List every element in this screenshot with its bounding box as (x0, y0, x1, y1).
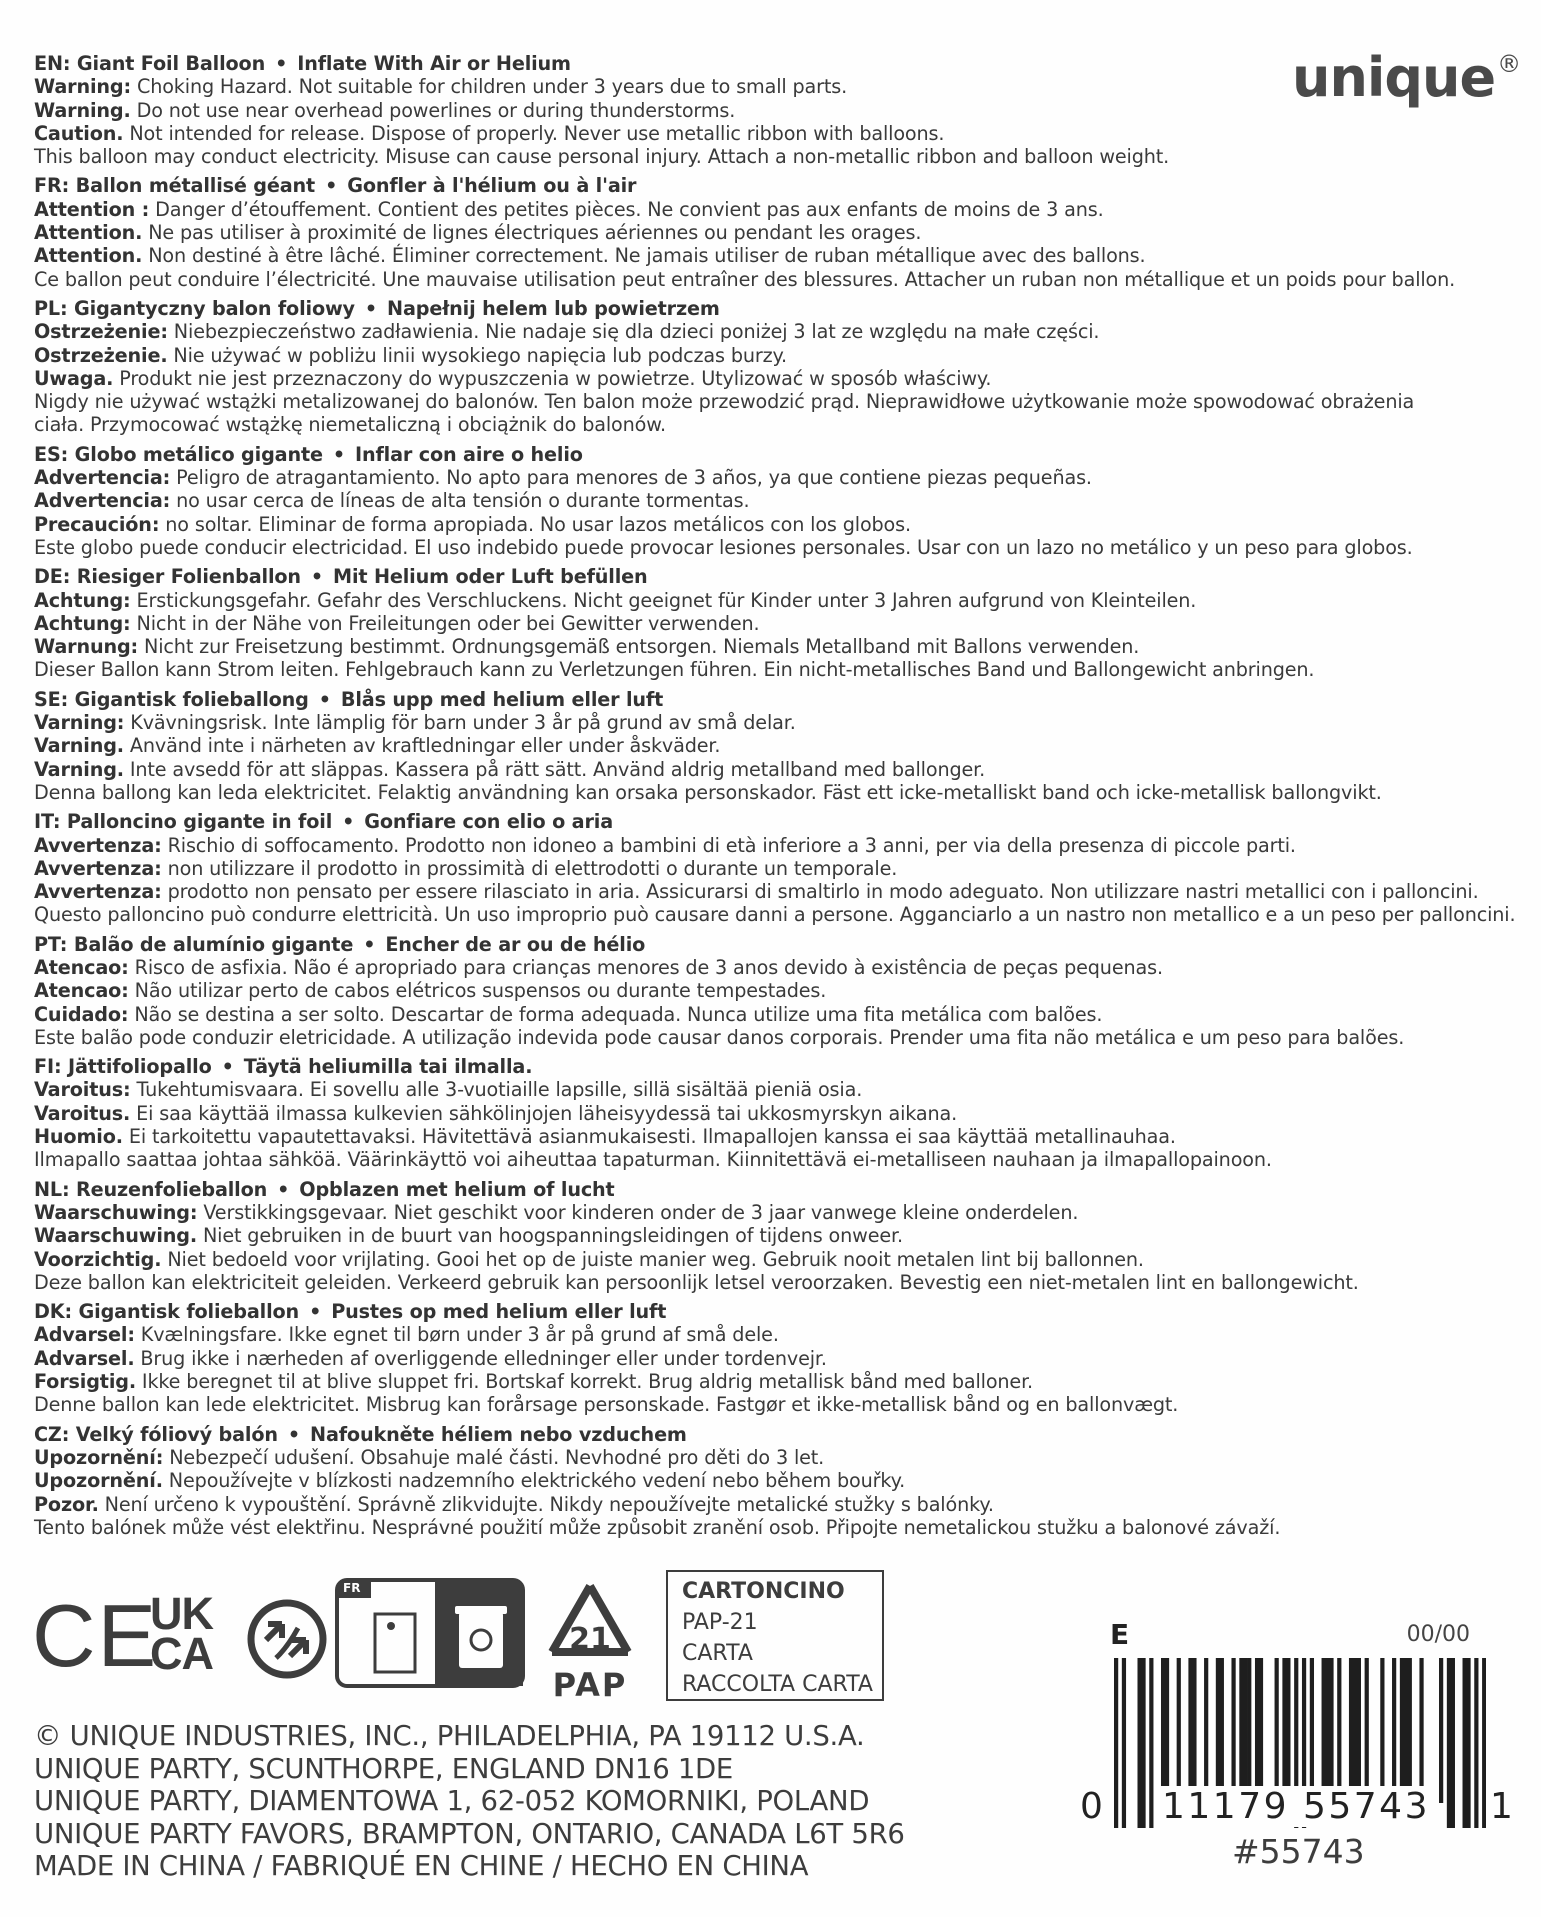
warning-text: Dieser Ballon kann Strom leiten. Fehlgebrauch kann zu Verletzungen führen. Ein nicht-metallisches Band und Ballongewicht anbringen. (34, 658, 1315, 682)
warning-line (34, 589, 1514, 612)
recycle-number: 21 (569, 1622, 611, 1657)
warning-line (34, 734, 1514, 757)
barcode-letter: E (1110, 1618, 1130, 1651)
warning-label: Varning: (34, 711, 125, 735)
barcode-middle-digits: 11179 55743 (1162, 1786, 1430, 1827)
bullet-separator: • (309, 1300, 322, 1324)
barcode-block (1080, 1618, 1520, 1888)
warning-text: Denna ballong kan leda elektricitet. Felaktig användning kan orsaka personskador. Fäst ett icke-metalliskt band och icke-metallisk ballongvikt. (34, 780, 1382, 804)
barcode-bar (1243, 1658, 1247, 1803)
warning-text: Não se destina a ser solto. Descartar de forma adequada. Nunca utilize uma fita metálica com balões. (128, 1002, 1103, 1026)
warning-text: Nebezpečí udušení. Obsahuje malé části. Nevhodné pro děti do 3 let. (163, 1445, 825, 1469)
warning-text: prodotto non pensato per essere rilasciato in aria. Assicurarsi di smaltirlo in modo adeguato. Non utilizzare nastri metallici con i palloncini. (161, 880, 1479, 904)
warning-text: Niet bedoeld voor vrijlating. Gooi het op de juiste manier weg. Gebruik nooit metalen lint bij ballonnen. (161, 1247, 1144, 1271)
barcode-bar (1259, 1658, 1263, 1803)
warning-line (34, 1469, 1514, 1492)
barcode-bar (1353, 1658, 1357, 1803)
warning-line (34, 1323, 1514, 1346)
barcode-bar (1439, 1658, 1443, 1803)
warning-label: Varning. (34, 757, 124, 781)
barcode-bar (1192, 1658, 1196, 1803)
address-line: UNIQUE PARTY, SCUNTHORPE, ENGLAND DN16 1DE (34, 1752, 733, 1785)
warning-text: Ilmapallo saattaa johtaa sähköä. Väärinkäyttö voi aiheuttaa tapaturman. Kiinnitettävä ei-metalliseen nauhaan ja ilmapallopainoon. (34, 1148, 1272, 1172)
barcode-bar (1392, 1658, 1396, 1803)
warning-text: Danger d’étouffement. Contient des petites pièces. Ne convient pas aux enfants de moins de 3 ans. (149, 197, 1104, 221)
warning-text: Este globo puede conducir electricidad. El uso indebido puede provocar lesiones personales. Usar con un lazo no metálico y un peso para globos. (34, 535, 1413, 559)
address-line: MADE IN CHINA / FABRIQUÉ EN CHINE / HECHO EN CHINA (34, 1850, 809, 1882)
warning-text: Kvävningsrisk. Inte lämplig för barn under 3 år på grund av små delar. (124, 711, 796, 735)
barcode-bar (1137, 1658, 1141, 1828)
warning-line (34, 1370, 1514, 1393)
section-subtitle: Encher de ar ou de hélio (385, 932, 646, 956)
warning-label: Huomio. (34, 1125, 123, 1149)
section-heading (34, 565, 1514, 588)
section-subtitle: Gonfler à l'hélium ou à l'air (347, 174, 637, 198)
warning-text: Rischio di soffocamento. Prodotto non idoneo a bambini di età inferiore a 3 anni, per via della presenza di piccole parti. (161, 833, 1296, 857)
warning-label: Attention. (34, 221, 143, 245)
barcode-bar (1404, 1658, 1408, 1803)
bullet-separator: • (332, 442, 345, 466)
warning-line (34, 344, 1514, 367)
address-line: UNIQUE PARTY FAVORS, BRAMPTON, ONTARIO, CANADA L6T 5R6 (34, 1817, 905, 1850)
warning-line (34, 711, 1514, 734)
section-subtitle: Gonfiare con elio o aria (364, 810, 613, 834)
warning-line (34, 979, 1514, 1002)
section-heading (34, 1178, 1514, 1201)
warning-text: Não utilizar perto de cabos elétricos suspensos ou durante tempestades. (128, 979, 827, 1003)
registered-mark: ® (1497, 50, 1521, 78)
warning-text: Este balão pode conduzir eletricidade. A utilização indevida pode causar danos corporais. Prender uma fita não metálica e um peso para balões. (34, 1025, 1405, 1049)
barcode-bar (1400, 1658, 1404, 1803)
carton-box-line: RACCOLTA CARTA (682, 1672, 873, 1697)
carton-box-line: CARTA (682, 1641, 753, 1666)
warning-label: Ostrzeżenie: (34, 320, 168, 344)
warning-text: Denne ballon kan lede elektricitet. Misbrug kan forårsage personskade. Fastgør et ikke-metallisk bånd og en ballonvægt. (34, 1393, 1179, 1417)
warning-line (34, 1026, 1514, 1049)
barcode-bar (1161, 1658, 1165, 1803)
warnings-block (34, 52, 1514, 1545)
warning-text: Nigdy nie używać wstążki metalizowanej do balonów. Ten balon może przewodzić prąd. Nieprawidłowe użytkowanie może spowodować obrażenia (34, 390, 1415, 414)
barcode-bar (1419, 1658, 1423, 1803)
warning-label: Ostrzeżenie. (34, 343, 168, 367)
warning-section (34, 1423, 1514, 1539)
barcode-bar (1329, 1658, 1333, 1803)
barcode-bar (1247, 1658, 1251, 1803)
warning-line (34, 122, 1514, 145)
warning-label: Pozor. (34, 1492, 99, 1516)
warning-text: ciała. Przymocować wstążkę niemetaliczną i obciążnik do balonów. (34, 413, 666, 437)
warning-text: Brug ikke i nærheden af overliggende elledninger eller under tordenvejr. (134, 1346, 827, 1370)
barcode-bar (1482, 1658, 1486, 1828)
warning-label: Caution. (34, 121, 124, 145)
section-title: FR: Ballon métallisé géant (34, 174, 316, 198)
section-subtitle: Napełnij helem lub powietrzem (387, 296, 720, 320)
warning-text: Tukehtumisvaara. Ei sovellu alle 3-vuotiaille lapsille, sillä sisältää pieniä osia. (130, 1078, 863, 1102)
bullet-separator: • (287, 1422, 301, 1446)
warning-label: Atencao: (34, 955, 129, 979)
warning-label: Cuidado: (34, 1002, 129, 1026)
warning-label: Warning. (34, 98, 131, 122)
warning-label: Varoitus: (34, 1078, 131, 1102)
section-subtitle: Inflar con aire o helio (354, 442, 583, 466)
recycle-code: PAP (552, 1666, 628, 1704)
barcode-bar (1357, 1658, 1361, 1803)
warning-text: non utilizzare il prodotto in prossimità di elettrodotti o durante un temporale. (161, 856, 898, 880)
warning-label: Advertencia: (34, 489, 171, 513)
warning-text: Tento balónek může vést elektřinu. Nesprávné použití může způsobit zranění osob. Připojte nemetalickou stužku a balonové závaží. (34, 1515, 1281, 1539)
warning-label: Uwaga. (34, 366, 114, 390)
warning-text: Niet gebruiken in de buurt van hoogspanningsleidingen of tijdens onweer. (197, 1224, 903, 1248)
warning-line (34, 221, 1514, 244)
barcode-bar (1255, 1658, 1259, 1803)
section-heading (34, 933, 1514, 956)
warning-line (34, 1148, 1514, 1171)
barcode-bar (1141, 1658, 1145, 1828)
warning-section (34, 1055, 1514, 1171)
ukca-top: UK (150, 1588, 213, 1639)
warning-label: Avvertenza: (34, 833, 162, 857)
warning-text: Använd inte i närheten av kraftledningar eller under åskväder. (123, 734, 721, 758)
warning-line (34, 956, 1514, 979)
warning-label: Forsigtig. (34, 1370, 136, 1394)
warning-line (34, 536, 1514, 559)
warning-text: Inte avsedd för att släppas. Kassera på rätt sätt. Använd aldrig metallband med ballonger. (123, 757, 986, 781)
warning-text: Nicht in der Nähe von Freileitungen oder bei Gewitter verwenden. (130, 611, 760, 635)
section-subtitle: Nafoukněte héliem nebo vzduchem (310, 1422, 687, 1446)
carton-recycling-box (666, 1570, 884, 1701)
warning-text: Ei tarkoitettu vapautettavaksi. Hävitettävä asianmukaisesti. Ilmapallojen kanssa ei saa käyttää metallinauhaa. (122, 1125, 1176, 1149)
barcode-bar (1365, 1658, 1369, 1803)
warning-line (34, 1078, 1514, 1101)
warning-line (34, 1347, 1514, 1370)
warning-text: Kvælningsfare. Ikke egnet til børn under 3 år på grund af små dele. (134, 1323, 779, 1347)
warning-text: Deze ballon kan elektriciteit geleiden. Verkeerd gebruik kan persoonlijk letsel veroorzaken. Bevestig een niet-metalen lint en ballongewicht. (34, 1270, 1359, 1294)
bullet-separator: • (342, 810, 355, 834)
warning-line (34, 1446, 1514, 1469)
barcode-bar (1216, 1658, 1220, 1803)
company-addresses (34, 1720, 905, 1883)
warning-text: Produkt nie jest przeznaczony do wypuszczenia w powietrze. Utylizować w sposób właściwy. (113, 366, 992, 390)
bullet-separator: • (310, 565, 324, 589)
barcode-bar (1114, 1658, 1118, 1828)
barcode-left-digit: 0 (1080, 1786, 1103, 1827)
warning-text: Nepoužívejte v blízkosti nadzemního elektrického vedení nebo během bouřky. (162, 1469, 906, 1493)
barcode-bar (1466, 1658, 1470, 1828)
triman-icon (246, 1598, 328, 1680)
bullet-separator: • (325, 174, 338, 198)
barcode-bar (1286, 1658, 1290, 1803)
warning-line (34, 367, 1514, 390)
barcode-bar (1220, 1658, 1224, 1803)
warning-line (34, 1271, 1514, 1294)
section-subtitle: Inflate With Air or Helium (297, 52, 571, 75)
section-title: EN: Giant Foil Balloon (34, 52, 266, 75)
warning-text: Risco de asfixia. Não é apropriado para crianças menores de 3 anos devido à existência de peças pequenas. (128, 955, 1163, 979)
warning-text: Choking Hazard. Not suitable for children under 3 years due to small parts. (131, 75, 848, 99)
warning-line (34, 781, 1514, 804)
warning-text: Niebezpieczeństwo zadławienia. Nie nadaje się dla dzieci poniżej 3 lat ze względu na małe części. (167, 320, 1100, 344)
section-title: SE: Gigantisk folieballong (34, 687, 309, 711)
warning-label: Upozornění. (34, 1469, 163, 1493)
section-title: NL: Reuzenfolieballon (34, 1177, 268, 1201)
barcode-bar (1149, 1658, 1153, 1828)
warning-text: Nicht zur Freisetzung bestimmt. Ordnungsgemäß entsorgen. Niemals Metallband mit Ballons verwenden. (138, 635, 1140, 659)
barcode-bar (1447, 1658, 1451, 1828)
warning-text: Ce ballon peut conduire l’électricité. Une mauvaise utilisation peut entraîner des blessures. Attacher un ruban non métallique et un poids pour ballon. (34, 267, 1456, 291)
barcode-bar (1474, 1658, 1478, 1828)
section-title: PT: Balão de alumínio gigante (34, 932, 354, 956)
section-title: PL: Gigantyczny balon foliowy (34, 296, 355, 320)
carton-box-line: CARTONCINO (682, 1579, 845, 1604)
barcode-bar (1177, 1658, 1181, 1803)
warning-line (34, 268, 1514, 291)
barcode-bar (1408, 1658, 1412, 1803)
warning-line (34, 244, 1514, 267)
fr-tag: FR (343, 1581, 361, 1595)
warning-line (34, 1003, 1514, 1026)
warning-line (34, 1393, 1514, 1416)
warning-line (34, 75, 1514, 98)
warning-line (34, 413, 1514, 436)
barcode-bar (1275, 1658, 1279, 1803)
barcode-bar (1322, 1658, 1326, 1803)
section-heading (34, 688, 1514, 711)
section-heading (34, 810, 1514, 833)
warning-label: Precaución: (34, 512, 160, 536)
section-title: ES: Globo metálico gigante (34, 442, 323, 466)
warning-label: Warnung: (34, 635, 139, 659)
bullet-separator: • (221, 1055, 234, 1079)
ukca-bottom: CA (150, 1628, 213, 1679)
warning-line (34, 857, 1514, 880)
section-title: DE: Riesiger Folienballon (34, 565, 301, 589)
warning-text: Erstickungsgefahr. Gefahr des Verschluckens. Nicht geeignet für Kinder unter 3 Jahren aufgrund von Kleinteilen. (130, 588, 1197, 612)
barcode-bar (1188, 1658, 1192, 1803)
section-subtitle: Blås upp med helium eller luft (340, 687, 664, 711)
warning-text: Verstikkingsgevaar. Niet geschikt voor kinderen onder de 3 jaar vanwege kleine onderdelen. (197, 1200, 1079, 1224)
barcode-bar (1380, 1658, 1384, 1803)
section-subtitle: Opblazen met helium of lucht (299, 1177, 615, 1201)
warning-section (34, 443, 1514, 559)
warning-label: Warning: (34, 75, 131, 99)
warning-text: no soltar. Eliminar de forma apropiada. No usar lazos metálicos con los globos. (159, 512, 911, 536)
warning-line (34, 198, 1514, 221)
warning-text: Nie używać w pobliżu linii wysokiego napięcia lub podczas burzy. (167, 343, 787, 367)
barcode-bar (1122, 1658, 1126, 1828)
section-title: DK: Gigantisk folieballon (34, 1300, 300, 1324)
barcode-bar (1349, 1658, 1353, 1803)
bullet-separator: • (275, 52, 288, 75)
warning-text: Not intended for release. Dispose of properly. Never use metallic ribbon with balloons. (123, 121, 945, 145)
barcode-bar (1463, 1658, 1467, 1828)
bullet-separator: • (363, 932, 376, 956)
warning-label: Waarschuwing: (34, 1200, 198, 1224)
warning-label: Advarsel: (34, 1323, 135, 1347)
warning-label: Avvertenza: (34, 880, 162, 904)
warning-label: Achtung: (34, 611, 131, 635)
section-heading (34, 1423, 1514, 1446)
warning-label: Waarschuwing. (34, 1224, 197, 1248)
barcode-bar (1337, 1658, 1341, 1803)
section-title: CZ: Velký fóliový balón (34, 1422, 278, 1446)
barcode-bar (1451, 1658, 1455, 1828)
fr-sorting-info (335, 1578, 525, 1688)
ce-mark: CE (32, 1586, 159, 1685)
section-subtitle: Pustes op med helium eller luft (331, 1300, 667, 1324)
section-heading (34, 174, 1514, 197)
barcode-bar (1231, 1658, 1235, 1803)
warning-text: Peligro de atragantamiento. No apto para menores de 3 años, ya que contiene piezas pequeñas. (170, 466, 1092, 490)
warning-line (34, 513, 1514, 536)
bullet-separator: • (318, 687, 331, 711)
warning-line (34, 1493, 1514, 1516)
warning-line (34, 320, 1514, 343)
warning-text: Ikke beregnet til at blive sluppet fri. Bortskaf korrekt. Brug aldrig metallisk bånd med balloner. (135, 1370, 1034, 1394)
address-line: © UNIQUE INDUSTRIES, INC., PHILADELPHIA, PA 19112 U.S.A. (34, 1720, 865, 1752)
warning-line (34, 390, 1514, 413)
warning-label: Varning. (34, 734, 124, 758)
barcode-bar (1165, 1658, 1169, 1803)
warning-line (34, 1248, 1514, 1271)
warning-line (34, 903, 1514, 926)
bullet-separator: • (364, 296, 378, 320)
barcode-bar (1310, 1658, 1314, 1803)
section-title: IT: Palloncino gigante in foil (34, 810, 333, 834)
warning-line (34, 880, 1514, 903)
warning-line (34, 1125, 1514, 1148)
warning-label: Varoitus. (34, 1101, 131, 1125)
warning-section (34, 174, 1514, 290)
warning-text: Ei saa käyttää ilmassa kulkevien sähkölinjojen läheisyydessä tai ukkosmyrskyn aikana. (130, 1101, 958, 1125)
warning-section (34, 1178, 1514, 1294)
warning-line (34, 489, 1514, 512)
warning-line (34, 834, 1514, 857)
warning-line (34, 1201, 1514, 1224)
warning-text: no usar cerca de líneas de alta tensión o durante tormentas. (170, 489, 750, 513)
address-line: UNIQUE PARTY, DIAMENTOWA 1, 62-052 KOMORNIKI, POLAND (34, 1785, 870, 1817)
date-code: 00/00 (1406, 1622, 1470, 1647)
barcode-bar (1204, 1658, 1208, 1803)
warning-section (34, 688, 1514, 804)
carton-box-line: PAP-21 (682, 1610, 758, 1635)
bullet-separator: • (277, 1177, 290, 1201)
warning-line (34, 758, 1514, 781)
warning-line (34, 145, 1514, 168)
brand-name: unique (1292, 46, 1496, 109)
warning-section (34, 933, 1514, 1049)
warning-text: Non destiné à être lâché. Éliminer correctement. Ne jamais utiliser de ruban métallique avec des ballons. (142, 244, 1146, 268)
section-subtitle: Mit Helium oder Luft befüllen (333, 565, 648, 589)
warning-text: Není určeno k vypouštění. Správně zlikvidujte. Nikdy nepoužívejte metalické stužky s balónky. (98, 1492, 994, 1516)
warning-line (34, 1224, 1514, 1247)
warning-label: Upozornění: (34, 1445, 164, 1469)
warning-label: Attention : (34, 197, 150, 221)
section-subtitle: Täytä heliumilla tai ilmalla. (243, 1055, 533, 1079)
section-heading (34, 1300, 1514, 1323)
warning-line (34, 612, 1514, 635)
warning-label: Atencao: (34, 979, 129, 1003)
warning-section (34, 565, 1514, 681)
warning-line (34, 99, 1514, 122)
ukca-mark (150, 1588, 224, 1679)
section-heading (34, 297, 1514, 320)
warning-label: Advertencia: (34, 466, 171, 490)
warning-line (34, 1516, 1514, 1539)
warning-label: Achtung: (34, 588, 131, 612)
section-title: FI: Jättifoliopallo (34, 1055, 212, 1079)
barcode-right-digit: 1 (1490, 1786, 1513, 1827)
warning-line (34, 658, 1514, 681)
warning-section (34, 1300, 1514, 1416)
recycling-label (540, 1578, 640, 1708)
warning-text: This balloon may conduct electricity. Misuse can cause personal injury. Attach a non-metallic ribbon and balloon weight. (34, 145, 1170, 169)
warning-section (34, 297, 1514, 437)
barcode-bar (1325, 1658, 1329, 1803)
barcode-bar (1282, 1658, 1286, 1803)
warning-section (34, 52, 1514, 168)
section-heading (34, 1055, 1514, 1078)
warning-label: Avvertenza: (34, 856, 162, 880)
warning-text: Do not use near overhead powerlines or during thunderstorms. (130, 98, 736, 122)
warning-label: Attention. (34, 244, 143, 268)
section-heading (34, 443, 1514, 466)
warning-label: Advarsel. (34, 1346, 135, 1370)
warning-line (34, 635, 1514, 658)
warning-text: Ne pas utiliser à proximité de lignes électriques aériennes ou pendant les orages. (142, 221, 922, 245)
warning-line (34, 466, 1514, 489)
warning-text: Questo palloncino può condurre elettricità. Un uso improprio può causare danni a persone. Agganciarlo a un nastro non metallico e a un peso per palloncini. (34, 903, 1516, 927)
warning-label: Voorzichtig. (34, 1247, 162, 1271)
warning-line (34, 1102, 1514, 1125)
sku-number: #55743 (1232, 1832, 1365, 1871)
warning-section (34, 810, 1514, 926)
barcode-bar (1239, 1658, 1243, 1803)
section-heading (34, 52, 1514, 75)
